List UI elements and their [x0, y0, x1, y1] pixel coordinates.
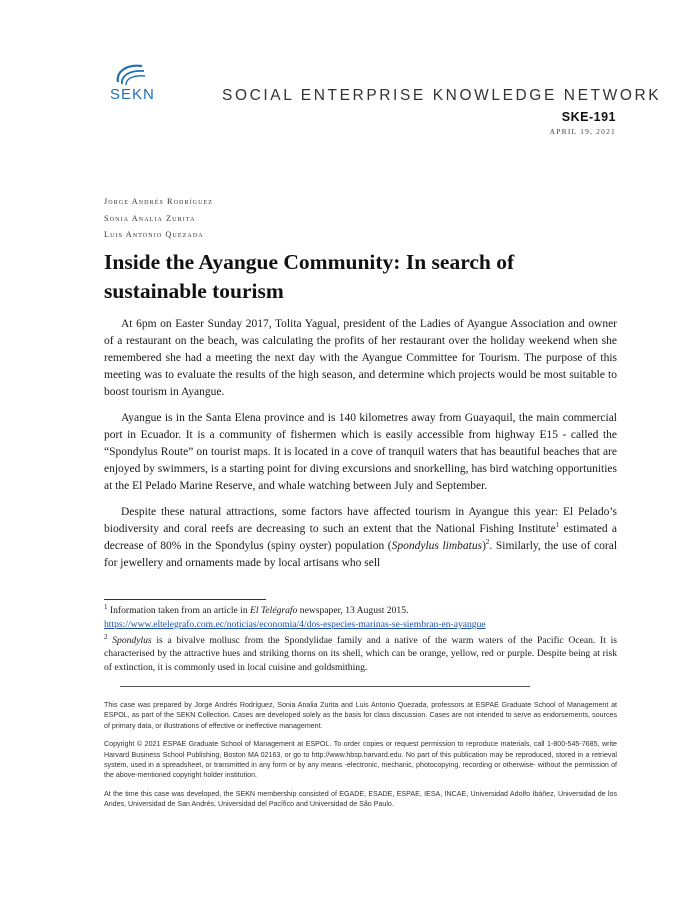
- notes-divider: [120, 686, 530, 687]
- case-code: SKE-191: [561, 110, 616, 124]
- paragraph-text: estimated a decrease of 80% in the Spondylus (spiny oyster) population (: [104, 523, 617, 552]
- footnote-divider: [104, 599, 266, 600]
- case-body: [104, 316, 617, 581]
- wave-logo-icon: [112, 62, 148, 88]
- paragraph: At 6pm on Easter Sunday 2017, Tolita Yagual, president of the Ladies of Ayangue Association and owner of a restaurant on the beach, was calculating the profits of her restaurant over the holiday weekend when she remembered she had a meeting the next day with the Ayangue Committee for Tourism. The purpose of this meeting was to evaluate the results of the high season, and determine which projects would be most suitable to boost tourism in Ayangue.: [104, 318, 617, 398]
- author: Luis Antonio Quezada: [104, 230, 204, 239]
- footnote-text: is a bivalve mollusc from the Spondylidae family and a native of the warm waters of the Pacific Ocean. It is characterised by the attractive hues and striking thorns on its shell, which can be orange, yellow, red or purple. Despite being at risk of extinction, it is commonly used in local cuisine and goldsmithing.: [104, 634, 617, 674]
- case-title: Inside the Ayangue Community: In search of sustainable tourism: [104, 250, 515, 303]
- footnote-text: Information taken from an article in: [107, 605, 251, 616]
- paragraph: Ayangue is in the Santa Elena province and is 140 kilometres away from Guayaquil, the main commercial port in Ecuador. It is a community of fishermen which is easily accessible from highway E15 - called the “Spondylus Route” on tourist maps. It is located in a cove of tranquil waters that has beautiful beaches that are enjoyed by swimmers, is a starting point for diving excursions and snorkelling, has bird watching opportunities at the El Pelado Marine Reserve, and whale watching between July and September.: [104, 412, 617, 492]
- case-date: APRIL 19, 2021: [549, 127, 616, 136]
- author: Sonia Analia Zurita: [104, 213, 196, 223]
- copyright-note: Copyright © 2021 ESPAE Graduate School of Management at ESPOL. To order copies or request permission to reproduce materials, call 1-800-545-7685, write Harvard Business School Publishing, Boston MA 02163, or go to http://www.hbsp.harvard.edu. No part of this publication may be reproduced, stored in a retrieval system, used in a spreadsheet, or transmitted in any form or by any means -electronic, mechanic, photocopying, recording or otherwise- without the permission of the above-mentioned copyright holder institution.: [104, 740, 617, 780]
- sekn-logo: [104, 62, 168, 104]
- paragraph-text: ): [482, 540, 486, 552]
- footnote-text: newspaper, 13 August 2015.: [297, 605, 409, 616]
- footnote-link[interactable]: https://www.eltelegrafo.com.ec/noticias/economia/4/dos-especies-marinas-se-siembran-en-ayangue: [104, 618, 486, 630]
- logo-text: SEKN: [110, 86, 155, 103]
- footnote-number: 1: [104, 602, 108, 611]
- paragraph-text: Despite these natural attractions, some factors have affected tourism in Ayangue this year: El Pelado’s biodiversity and coral reefs are decreasing to such an extent that the National Fishing Institute: [104, 506, 617, 535]
- footnote-ref[interactable]: 2: [485, 538, 490, 547]
- prepared-note: This case was prepared by Jorge Andrés Rodríguez, Sonia Analia Zurita and Luis Antonio Quezada, professors at ESPAE Graduate School of Management at ESPOL, as part of the SEKN Collection. Cases are developed solely as the basis for class discussion. Cases are not intended to serve as endorsements, sources of primary data, or illustrations of effective or ineffective management.: [104, 701, 617, 730]
- author-list: [104, 194, 213, 244]
- footnote-number: 2: [104, 632, 108, 641]
- membership-note: At the time this case was developed, the SEKN membership consisted of EGADE, ESADE, ESPAE, IESA, INCAE, Universidad Adolfo Ibáñez, Universidad de los Andes, Universidad de San Andrés, Universidad del Pacífico and Universidad de São Paulo.: [104, 789, 617, 809]
- newspaper-name: El Telégrafo: [250, 605, 298, 616]
- species-name: Spondylus limbatus: [391, 540, 483, 552]
- case-notes: [104, 700, 617, 818]
- paragraph-text: . Similarly, the use of coral for jewellery and ornaments made by local artisans who sell: [104, 540, 618, 569]
- footnote: [104, 634, 617, 675]
- footnote-ref[interactable]: 1: [555, 521, 560, 530]
- network-name: SOCIAL ENTERPRISE KNOWLEDGE NETWORK: [222, 87, 662, 104]
- author: Jorge Andrés Rodríguez: [104, 197, 214, 206]
- species-name: Spondylus: [112, 634, 152, 646]
- paragraph: [104, 504, 617, 572]
- footnotes: [104, 604, 617, 677]
- footnote: [104, 604, 617, 632]
